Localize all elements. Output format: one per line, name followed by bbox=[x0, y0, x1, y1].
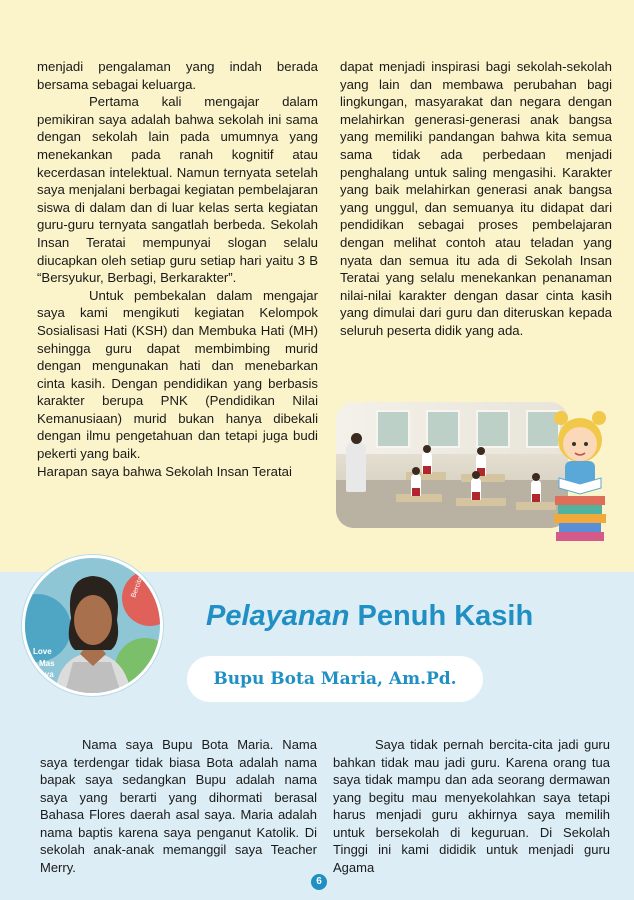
author-portrait bbox=[22, 555, 163, 696]
reading-girl-illustration bbox=[545, 408, 615, 546]
section-title-part1: Pelayanan bbox=[206, 600, 350, 632]
author-name-badge: Bupu Bota Maria, Am.Pd. bbox=[187, 656, 483, 702]
paragraph: dapat menjadi inspirasi bagi sekolah-sekolah yang lain dan membawa perubahan bagi lingkungan, masyarakat dan negara dengan melahirkan generasi-generasi anak bangsa yang memiliki pandangan bahwa kita semua sama tidak ada perbedaan menjadi penghalang untuk saling mengasihi. Karakter yang baik melahirkan generasi anak bangsa yang unggul, dan semuanya itu didapat dari pendidikan sebagai proses pembelajaran dengan melihat contoh atau teladan yang nyata dan semua itu ada di Sekolah Insan Teratai yang selalu menekankan penanaman nilai-nilai karakter dengan dasar cinta kasih yang dimulai dari guru dan diteruskan kepada seluruh peserta didik yang ada. bbox=[340, 59, 612, 338]
paragraph: Pertama kali mengajar dalam pemikiran saya adalah bahwa sekolah ini sama dengan sekolah lain pada umumnya yang menekankan pada ranah kognitif atau kecerdasan intelektual. Namun ternyata setelah saya menjalani berbagai kegiatan pembelajaran siswa di dalam dan di luar kelas serta kegiatan guru-guru ternyata sangatlah berbeda. Sekolah Insan Teratai mempunyai slogan selalu diucapkan oleh setiap guru setiap hari yaitu 3 B “Bersyukur, Berbagi, Berkarakter”. bbox=[37, 94, 318, 286]
paragraph: Nama saya Bupu Bota Maria. Nama saya terdengar tidak biasa Bota adalah nama bapak saya sedangkan Bupu adalah nama saya yang berarti yang dihormati berasal Bahasa Flores daerah asal saya. Maria adalah nama baptis karena saya penganut Katolik. Di sekolah anak-anak memanggil saya Teacher Merry. bbox=[40, 737, 317, 875]
article-column-left bbox=[37, 58, 318, 480]
paragraph: Untuk pembekalan dalam mengajar saya kami mengikuti kegiatan Kelompok Sosialisasi Hati (KSH) dan Membuka Hati (MH) sehingga guru dapat membimbing murid dengan mengunakan hati dan menebarkan cinta kasih. Dengan pendidikan yang berbasis karakter berupa PNK (Pendidikan Nilai Kemanusiaan) murid bukan hanya dibekali dengan ilmu pengetahuan dan tetapi juga budi pekerti yang baik. bbox=[37, 287, 318, 462]
portrait-background-text: Bercita bbox=[130, 575, 145, 599]
section-title-part2: Penuh Kasih bbox=[357, 600, 534, 632]
portrait-background-text: Love bbox=[33, 647, 52, 656]
paragraph: Saya tidak pernah bercita-cita jadi guru bahkan tidak mau jadi guru. Karena orang tua saya tidak mampu dan ada seorang dermawan yang begitu mau menyekolahkan saya tetapi harus menjadi guru akhirnya saya memilih untuk bersekolah di keguruan. Di Sekolah Tinggi ini kami dididik untuk menjadi guru Agama bbox=[333, 737, 610, 875]
profile-column-right bbox=[333, 736, 610, 876]
page-number: 6 bbox=[311, 874, 327, 890]
section-title bbox=[206, 600, 533, 633]
paragraph: Harapan saya bahwa Sekolah Insan Teratai bbox=[37, 463, 292, 479]
article-column-right bbox=[340, 58, 612, 340]
paragraph: menjadi pengalaman yang indah berada bersama sebagai keluarga. bbox=[37, 59, 318, 92]
profile-column-left bbox=[40, 736, 317, 876]
classroom-photo bbox=[336, 402, 568, 528]
portrait-background-text: Saya bbox=[35, 670, 54, 679]
portrait-background-text: Mas bbox=[39, 659, 55, 668]
